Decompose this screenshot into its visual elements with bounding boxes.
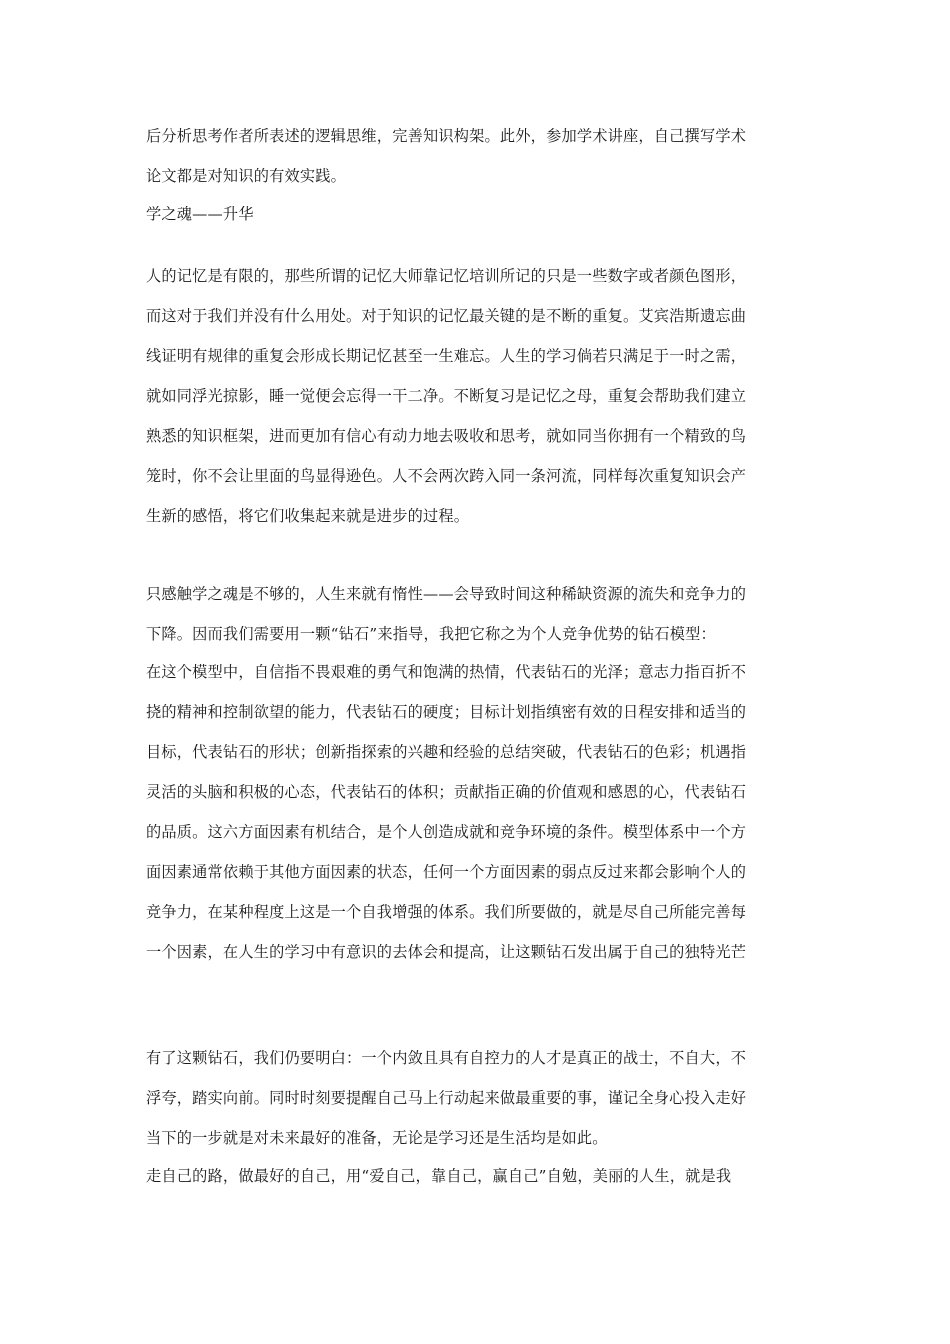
text-line: 笼时，你不会让里面的鸟显得逊色。人不会两次跨入同一条河流，同样每次重复知识会产 [146, 467, 747, 485]
text-line: 后分析思考作者所表述的逻辑思维，完善知识构架。此外，参加学术讲座，自己撰写学术 [146, 127, 747, 145]
text-line: 下降。因而我们需要用一颗“钻石”来指导，我把它称之为个人竞争优势的钻石模型： [146, 625, 716, 643]
text-line: 目标，代表钻石的形状；创新指探索的兴趣和经验的总结突破，代表钻石的色彩；机遇指 [146, 743, 747, 761]
text-line: 挠的精神和控制欲望的能力，代表钻石的硬度；目标计划指缜密有效的日程安排和适当的 [146, 703, 747, 721]
text-line: 有了这颗钻石，我们仍要明白：一个内敛且具有自控力的人才是真正的战士，不自大，不 [146, 1049, 747, 1067]
text-line: 论文都是对知识的有效实践。 [146, 167, 347, 185]
text-line: 一个因素，在人生的学习中有意识的去体会和提高，让这颗钻石发出属于自己的独特光芒 [146, 943, 747, 961]
section-heading: 学之魂——升华 [146, 205, 254, 223]
text-line: 走自己的路，做最好的自己，用“爱自己，靠自己，赢自己”自勉，美丽的人生，就是我 [146, 1167, 732, 1185]
text-line: 面因素通常依赖于其他方面因素的状态，任何一个方面因素的弱点反过来都会影响个人的 [146, 863, 747, 881]
text-line: 而这对于我们并没有什么用处。对于知识的记忆最关键的是不断的重复。艾宾浩斯遗忘曲 [146, 307, 747, 325]
text-line: 浮夸，踏实向前。同时时刻要提醒自己马上行动起来做最重要的事，谨记全身心投入走好 [146, 1089, 747, 1107]
text-line: 当下的一步就是对未来最好的准备，无论是学习还是生活均是如此。 [146, 1129, 608, 1147]
text-line: 就如同浮光掠影，睡一觉便会忘得一干二净。不断复习是记忆之母，重复会帮助我们建立 [146, 387, 747, 405]
text-line: 人的记忆是有限的，那些所谓的记忆大师靠记忆培训所记的只是一些数字或者颜色图形， [146, 267, 747, 285]
text-line: 熟悉的知识框架，进而更加有信心有动力地去吸收和思考，就如同当你拥有一个精致的鸟 [146, 427, 747, 445]
text-line: 线证明有规律的重复会形成长期记忆甚至一生难忘。人生的学习倘若只满足于一时之需， [146, 347, 747, 365]
text-line: 生新的感悟，将它们收集起来就是进步的过程。 [146, 507, 470, 525]
text-line: 在这个模型中，自信指不畏艰难的勇气和饱满的热情，代表钻石的光泽；意志力指百折不 [146, 663, 747, 681]
text-line: 竞争力，在某种程度上这是一个自我增强的体系。我们所要做的，就是尽自己所能完善每 [146, 903, 747, 921]
text-line: 的品质。这六方面因素有机结合，是个人创造成就和竞争环境的条件。模型体系中一个方 [146, 823, 747, 841]
text-line: 灵活的头脑和积极的心态，代表钻石的体积；贡献指正确的价值观和感恩的心，代表钻石 [146, 783, 747, 801]
text-line: 只感触学之魂是不够的，人生来就有惰性——会导致时间这种稀缺资源的流失和竞争力的 [146, 585, 747, 603]
